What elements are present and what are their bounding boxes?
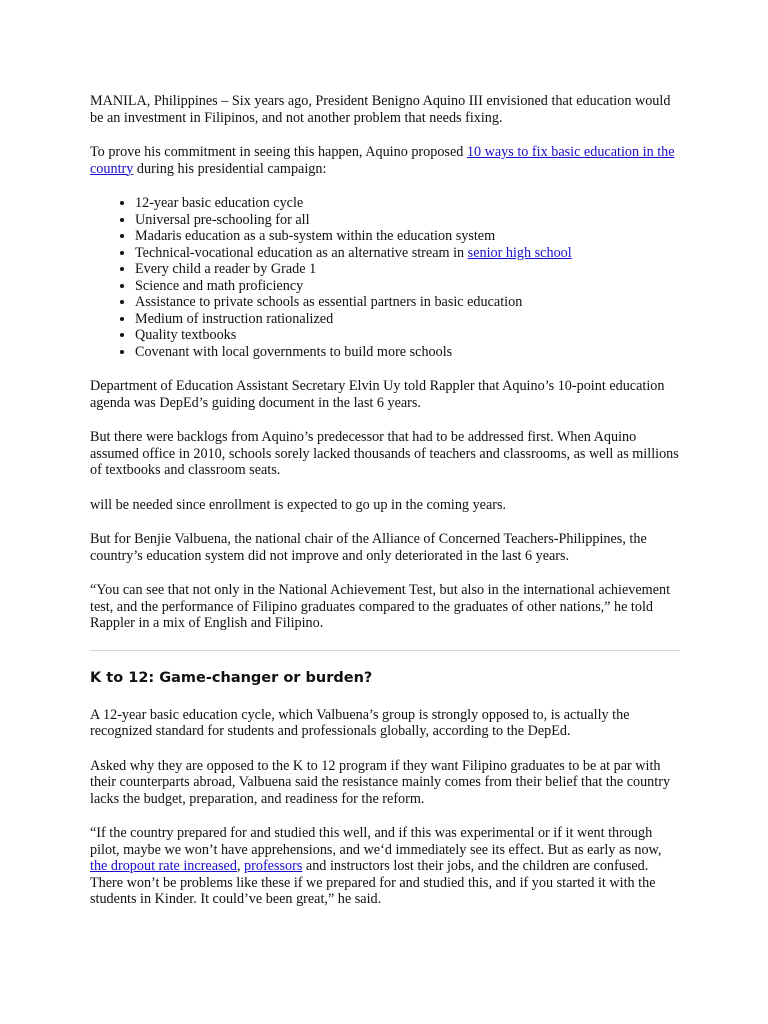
- professors-link[interactable]: professors: [244, 858, 303, 874]
- paragraph-valbuena: But for Benjie Valbuena, the national chair of the Alliance of Concerned Teachers-Philippines, the country’s education system did not improve and only deteriorated in the last 6 years.: [90, 531, 647, 564]
- list-item: • 12-year basic education cycle: [135, 195, 680, 212]
- list-item: • Technical-vocational education as an alternative stream in senior high school: [135, 245, 680, 262]
- commitment-text-start: To prove his commitment in seeing this happen, Aquino proposed: [90, 144, 467, 160]
- paragraph-k12-standard: A 12-year basic education cycle, which Valbuena’s group is strongly opposed to, is actually the recognized standard for students and professionals globally, according to the DepEd.: [90, 706, 630, 739]
- list-item: • Medium of instruction rationalized: [135, 311, 680, 328]
- list-item: • Assistance to private schools as essential partners in basic education: [135, 294, 680, 311]
- list-item: • Quality textbooks: [135, 327, 680, 344]
- paragraph-deped-guide: Department of Education Assistant Secretary Elvin Uy told Rappler that Aquino’s 10-point education agenda was DepEd’s guiding document in the last 6 years.: [90, 378, 665, 411]
- list-item: • Science and math proficiency: [135, 278, 680, 295]
- education-agenda-list: [90, 195, 680, 360]
- paragraph-quote-dropout: “If the country prepared for and studied this well, and if this was experimental or if it went through pilot, maybe we won’t have apprehensions, and we‘d immediately see its effect. But as early as now, the dropout rate increased, professors and instructors lost their jobs, and the children are confused. There won’t be problems like these if we prepared for and studied this, and if you started it with the students in Kinder. It could’ve been great,” he said.: [90, 825, 662, 907]
- paragraph-opposition: Asked why they are opposed to the K to 12 program if they want Filipino graduates to be at par with their counterparts abroad, Valbuena said the resistance mainly comes from their belief that the country lacks the budget, preparation, and readiness for the reform.: [90, 757, 671, 807]
- paragraph-commitment: [90, 144, 680, 177]
- paragraph-intro-text: MANILA, Philippines – Six years ago, President Benigno Aquino III envisioned that education would be an investment in Filipinos, and not another problem that needs fixing.: [90, 93, 671, 126]
- paragraph-quote-achievement: “You can see that not only in the National Achievement Test, but also in the international achievement test, and the performance of Filipino graduates compared to the graduates of other nations,” he told Rappler in a mix of English and Filipino.: [90, 582, 671, 631]
- paragraph-intro: [90, 93, 680, 126]
- ten-ways-link[interactable]: 10 ways to fix basic education in the country: [90, 144, 675, 177]
- list-item: • Every child a reader by Grade 1: [135, 261, 680, 278]
- paragraph-enrollment: will be needed since enrollment is expected to go up in the coming years.: [90, 496, 507, 513]
- list-item: • Madaris education as a sub-system within the education system: [135, 228, 680, 245]
- article-body: [90, 93, 680, 926]
- dropout-rate-link[interactable]: the dropout rate increased: [90, 858, 237, 874]
- list-item: • Universal pre-schooling for all: [135, 212, 680, 229]
- list-item: • Covenant with local governments to build more schools: [135, 344, 680, 361]
- senior-high-school-link[interactable]: senior high school: [467, 244, 572, 261]
- paragraph-backlogs: But there were backlogs from Aquino’s predecessor that had to be addressed first. When Aquino assumed office in 2010, schools sorely lacked thousands of teachers and classrooms, as well as millions of textbooks and classroom seats.: [90, 429, 679, 478]
- section-divider: [90, 650, 680, 651]
- commitment-text-end: during his presidential campaign:: [133, 160, 327, 177]
- section-heading: K to 12: Game-changer or burden?: [90, 669, 373, 686]
